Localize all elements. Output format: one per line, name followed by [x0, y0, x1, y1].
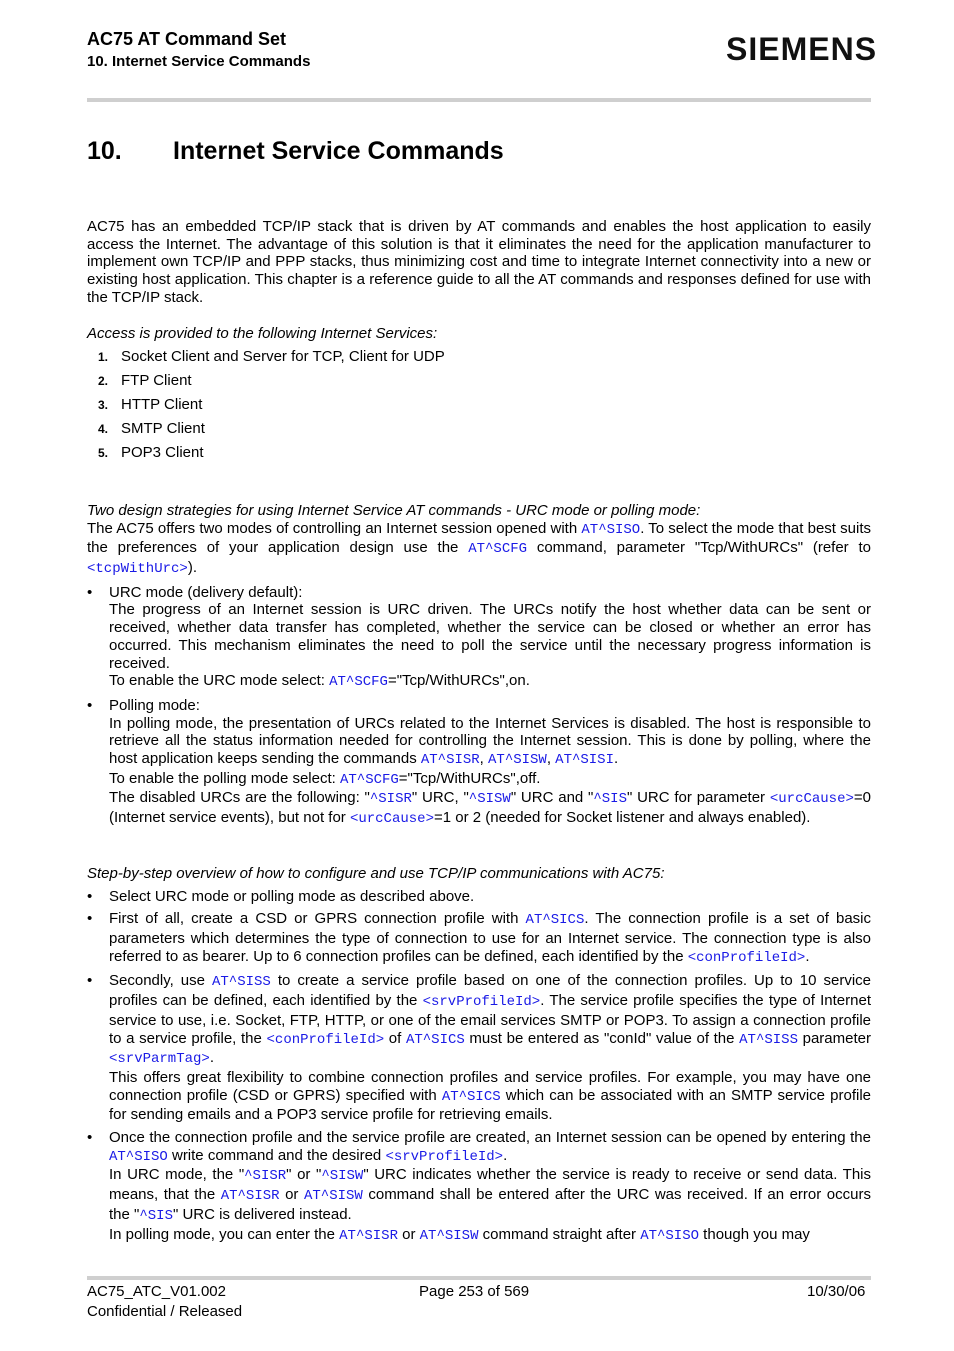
link-urc-sisw[interactable]: ^SISW	[321, 1168, 364, 1185]
link-at-siss[interactable]: AT^SISS	[212, 974, 271, 991]
list-item: 1. Socket Client and Server for TCP, Client for UDP	[98, 348, 445, 366]
siemens-logo: SIEMENS	[726, 31, 878, 67]
link-at-sics[interactable]: AT^SICS	[525, 912, 585, 929]
list-item: • First of all, create a CSD or GPRS connection profile with AT^SICS. The connection profile is a set of basic parameters which determines the type of connection to use for an Internet service. The connection type is also referred to as bearer. Up to 6 connection profiles can be defined, each identified by the <conProfileId>.	[87, 910, 871, 966]
link-urccause[interactable]: <urcCause>	[349, 811, 434, 828]
link-at-sics[interactable]: AT^SICS	[441, 1088, 501, 1105]
page-content	[87, 218, 871, 1250]
list-item: 4. SMTP Client	[98, 420, 205, 438]
link-conprofileid[interactable]: <conProfileId>	[266, 1031, 385, 1048]
intro-paragraph: AC75 has an embedded TCP/IP stack that is driven by AT commands and enables the host application to easily access the Internet. The advantage of this solution is that it eliminates the need for the application manufacturer to implement own TCP/IP and PPP stacks, thus minimizing cost and time to integrate Internet connectivity into a new or existing host application. This chapter is a reference guide to all the AT commands and responses defined for use with the TCP/IP stack.	[87, 218, 871, 306]
link-at-scfg[interactable]: AT^SCFG	[339, 771, 399, 788]
chapter-title: Internet Service Commands	[173, 137, 504, 165]
link-at-siss[interactable]: AT^SISS	[739, 1031, 798, 1048]
link-at-sisw[interactable]: AT^SISW	[419, 1227, 479, 1244]
list-item: • Polling mode: In polling mode, the presentation of URCs related to the Internet Services is disabled. The host is responsible to retrieve all the status information needed for controlling the Internet session. This is done by polling, where the host application keeps sending the commands AT^SISR, AT^SISW, AT^SISI. To enable the polling mode select: AT^SCFG="Tcp/WithURCs",off. The disabled URCs are the following: "^SISR" URC, "^SISW" URC and "^SIS" URC for parameter <urcCause>=0 (Internet service events), but not for <urcCause>=1 or 2 (needed for Socket listener and always enabled).	[87, 696, 871, 828]
list-item: • Once the connection profile and the service profile are created, an Internet session can be opened by entering the AT^SISO write command and the desired <srvProfileId>. In URC mode, the "^SISR" or "^SISW" URC indicates whether the service is ready to receive or send data. This means, that the AT^SISR or AT^SISW command shall be entered after the URC was received. If an error occurs the "^SIS" URC is delivered instead. In polling mode, you can enter the AT^SISR or AT^SISW command straight after AT^SISO though you may	[87, 1129, 871, 1244]
header-rule	[87, 98, 871, 102]
link-at-sisi[interactable]: AT^SISI	[555, 752, 614, 769]
link-conprofileid[interactable]: <conProfileId>	[687, 949, 806, 966]
link-urccause[interactable]: <urcCause>	[769, 791, 854, 808]
link-at-sics[interactable]: AT^SICS	[405, 1031, 465, 1048]
link-at-siso[interactable]: AT^SISO	[581, 521, 641, 538]
link-at-siso[interactable]: AT^SISO	[640, 1227, 700, 1244]
link-at-scfg[interactable]: AT^SCFG	[329, 674, 388, 691]
footer-date: 10/30/06	[807, 1283, 866, 1300]
link-srvprofileid[interactable]: <srvProfileId>	[422, 994, 541, 1011]
link-urc-sis[interactable]: ^SIS	[139, 1207, 173, 1224]
header-subtitle: 10. Internet Service Commands	[87, 53, 311, 70]
link-at-sisr[interactable]: AT^SISR	[420, 752, 480, 769]
link-urc-sisr[interactable]: ^SISR	[244, 1168, 287, 1185]
link-urc-sisw[interactable]: ^SISW	[468, 791, 511, 808]
footer-doc-id: AC75_ATC_V01.002	[87, 1283, 226, 1300]
chapter-number: 10.	[87, 137, 122, 165]
steps-list	[87, 888, 871, 1246]
link-urc-sisr[interactable]: ^SISR	[369, 791, 412, 808]
link-at-sisw[interactable]: AT^SISW	[303, 1188, 363, 1205]
footer-status: Confidential / Released	[87, 1303, 243, 1320]
link-at-siso[interactable]: AT^SISO	[109, 1148, 168, 1165]
services-list	[87, 348, 871, 462]
header-title: AC75 AT Command Set	[87, 29, 287, 49]
chapter-heading	[87, 137, 504, 166]
link-srvprofileid[interactable]: <srvProfileId>	[385, 1148, 504, 1165]
list-item: • Secondly, use AT^SISS to create a service profile based on one of the connection profiles. Up to 10 service profiles can be defined, each identified by the <srvProfileId>. The service profile specifies the type of Internet service to use, i.e. Socket, FTP, HTTP, or one of the email services SMTP or POP3. To assign a connection profile to a service profile, the <conProfileId> of AT^SICS must be entered as "conId" value of the AT^SISS parameter <srvParmTag>. This offers great flexibility to combine connection profiles and service profiles. For example, you may have one connection profile (CSD or GPRS) specified with AT^SICS which can be associated with an SMTP service profile for sending emails and a POP3 service profile for retrieving emails.	[87, 972, 872, 1124]
modes-list	[87, 584, 871, 829]
strategies-paragraph: The AC75 offers two modes of controlling an Internet session opened with AT^SISO. To select the mode that best suits the preferences of your application design use the AT^SCFG command, parameter "Tcp/WithURCs" (refer to <tcpWithUrc>).	[87, 519, 872, 578]
link-urc-sis[interactable]: ^SIS	[593, 791, 627, 808]
footer-rule	[87, 1276, 871, 1280]
steps-heading: Step-by-step overview of how to configure and use TCP/IP communications with AC75:	[87, 864, 665, 882]
list-item: 2. FTP Client	[98, 372, 192, 390]
list-item: • Select URC mode or polling mode as described above.	[87, 887, 475, 905]
link-srvparmtag[interactable]: <srvParmTag>	[109, 1051, 210, 1068]
list-item: • URC mode (delivery default): The progress of an Internet session is URC driven. The URCs notify the host whether data can be sent or received, whether data transfer has completed, whether the service can be closed or whether an error has occurred. This mechanism eliminates the need to poll the service until the necessary progress information is received. To enable the URC mode select: AT^SCFG="Tcp/WithURCs",on.	[87, 583, 871, 691]
link-at-sisr[interactable]: AT^SISR	[220, 1188, 280, 1205]
link-tcpwithurc[interactable]: <tcpWithUrc>	[87, 561, 188, 578]
list-item: 3. HTTP Client	[98, 396, 203, 414]
strategies-heading: Two design strategies for using Internet Service AT commands - URC mode or polling mode:	[87, 501, 701, 519]
link-at-sisw[interactable]: AT^SISW	[488, 752, 547, 769]
services-heading: Access is provided to the following Internet Services:	[87, 324, 438, 342]
link-at-scfg[interactable]: AT^SCFG	[468, 541, 528, 558]
link-at-sisr[interactable]: AT^SISR	[339, 1227, 398, 1244]
list-item: 5. POP3 Client	[98, 444, 204, 462]
footer-page-number: Page 253 of 569	[419, 1283, 530, 1300]
